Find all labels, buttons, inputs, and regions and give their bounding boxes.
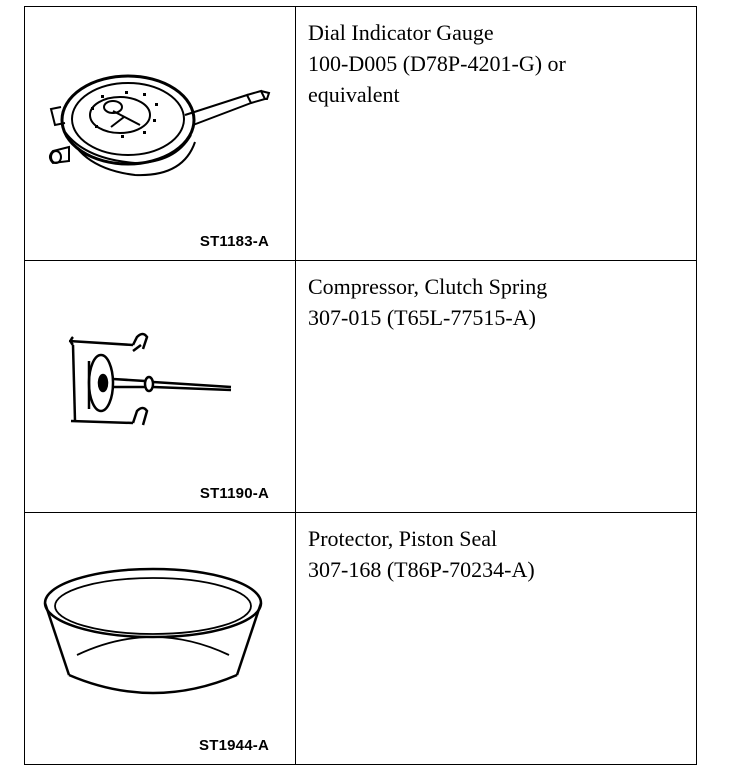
dial-indicator-gauge-illustration: [25, 7, 295, 261]
tool-part-number: 307-015 (T65L-77515-A): [308, 305, 536, 330]
tool-row: [25, 261, 697, 513]
tool-part-number: 307-168 (T86P-70234-A): [308, 557, 535, 582]
tool-note: equivalent: [308, 82, 400, 107]
figure-code: ST1190-A: [199, 485, 269, 502]
tool-description-cell: [296, 513, 697, 765]
tool-part-number: 100-D005 (D78P-4201-G) or: [308, 51, 566, 76]
tool-name: Dial Indicator Gauge: [308, 20, 494, 45]
figure-code: ST1183-A: [199, 233, 269, 250]
figure-code: ST1944-A: [199, 737, 269, 754]
tool-row: [25, 513, 697, 765]
tool-illustration-cell: [25, 7, 296, 261]
tool-illustration-cell: [25, 513, 296, 765]
tool-row: [25, 7, 697, 261]
clutch-spring-compressor-illustration: [25, 261, 295, 513]
tool-description-cell: [296, 261, 697, 513]
tool-description-cell: [296, 7, 697, 261]
special-tools-table: [24, 6, 697, 765]
tool-illustration-cell: [25, 261, 296, 513]
piston-seal-protector-illustration: [25, 513, 295, 765]
tool-name: Protector, Piston Seal: [308, 526, 498, 551]
tool-name: Compressor, Clutch Spring: [308, 274, 548, 299]
